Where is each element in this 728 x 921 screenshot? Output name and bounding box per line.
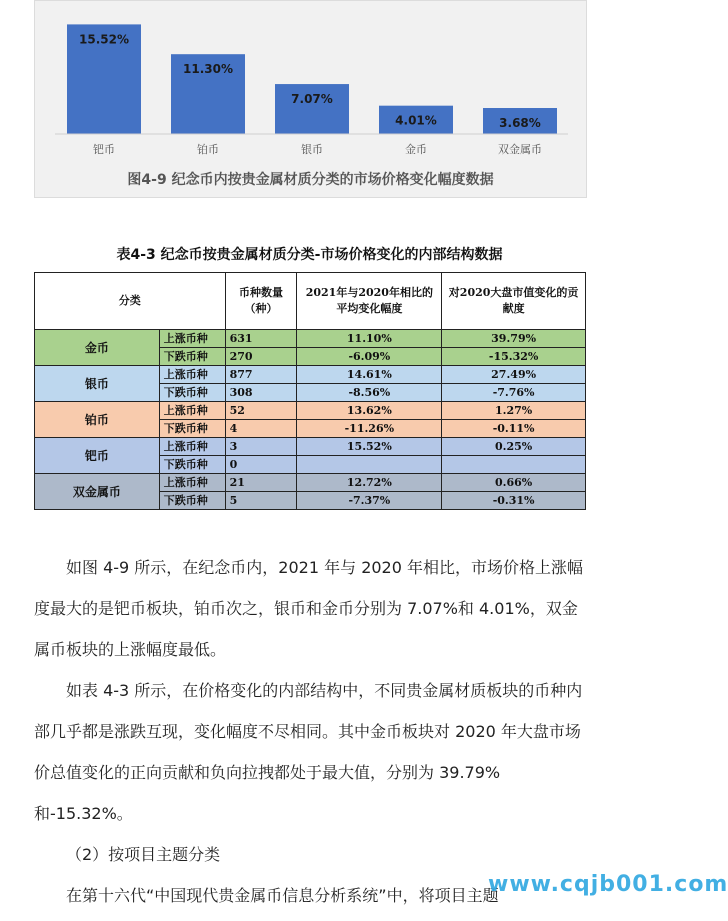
sub-cell: 上涨币种 — [159, 402, 225, 420]
contrib-cell: -0.31% — [442, 492, 586, 510]
table-row — [35, 366, 586, 384]
avg-cell: 11.10% — [297, 330, 442, 348]
contrib-cell: 0.25% — [442, 438, 586, 456]
category-cell: 银币 — [35, 366, 160, 402]
category-tick-label: 金币 — [405, 143, 427, 156]
bar-value-label: 7.07% — [291, 92, 333, 107]
category-cell: 金币 — [35, 330, 160, 366]
table-row — [35, 330, 586, 348]
paragraph-2: 如表 4-3 所示，在价格变化的内部结构中，不同贵金属材质板块的币种内部几乎都是涨跌互现，变化幅度不尽相同。其中金币板块对 2020 年大盘市场价总值变化的正向贡献和负向拉拽都处于最大值，分别为 39.79%和-15.32%。 — [34, 681, 583, 823]
contrib-cell: -15.32% — [442, 348, 586, 366]
table-row — [35, 438, 586, 456]
avg-cell: 15.52% — [297, 438, 442, 456]
count-cell: 308 — [225, 384, 297, 402]
bar-value-label: 15.52% — [79, 32, 129, 47]
category-cell: 钯币 — [35, 438, 160, 474]
sub-cell: 上涨币种 — [159, 366, 225, 384]
bar-chart — [35, 1, 588, 171]
bar-chart-figure — [34, 0, 587, 198]
sub-cell: 下跌币种 — [159, 492, 225, 510]
category-tick-label: 双金属币 — [498, 143, 542, 156]
avg-cell — [297, 456, 442, 474]
count-cell: 52 — [225, 402, 297, 420]
count-cell: 0 — [225, 456, 297, 474]
watermark-logo: www.cqjb001.com — [488, 872, 728, 897]
table-title: 表4-3 纪念币按贵金属材质分类-市场价格变化的内部结构数据 — [116, 247, 503, 263]
avg-cell: -7.37% — [297, 492, 442, 510]
count-cell: 21 — [225, 474, 297, 492]
table-row — [35, 402, 586, 420]
count-cell: 877 — [225, 366, 297, 384]
paragraph-1: 如图 4-9 所示，在纪念币内，2021 年与 2020 年相比，市场价格上涨幅度最大的是钯币板块，铂币次之，银币和金币分别为 7.07%和 4.01%，双金属币板块的上涨幅度最低。 — [34, 558, 584, 659]
category-tick-label: 银币 — [301, 143, 323, 156]
paragraph-3: 在第十六代“中国现代贵金属币信息分析系统”中，将项目主题 — [66, 886, 499, 905]
category-tick-label: 铂币 — [197, 143, 219, 156]
contrib-cell: 1.27% — [442, 402, 586, 420]
avg-cell: 12.72% — [297, 474, 442, 492]
contrib-cell: 0.66% — [442, 474, 586, 492]
count-cell: 631 — [225, 330, 297, 348]
sub-cell: 下跌币种 — [159, 420, 225, 438]
sub-cell: 下跌币种 — [159, 456, 225, 474]
category-cell: 双金属币 — [35, 474, 160, 510]
data-table — [34, 272, 586, 510]
section-heading: （2）按项目主题分类 — [66, 845, 221, 864]
bar-value-label: 3.68% — [499, 116, 541, 131]
header-contrib: 对2020大盘市值变化的贡献度 — [442, 273, 586, 330]
sub-cell: 上涨币种 — [159, 474, 225, 492]
avg-cell: 13.62% — [297, 402, 442, 420]
figure-caption: 图4-9 纪念币内按贵金属材质分类的市场价格变化幅度数据 — [127, 172, 494, 188]
sub-cell: 上涨币种 — [159, 438, 225, 456]
contrib-cell: 39.79% — [442, 330, 586, 348]
avg-cell: 14.61% — [297, 366, 442, 384]
contrib-cell: -0.11% — [442, 420, 586, 438]
bar-value-label: 4.01% — [395, 113, 437, 128]
avg-cell: -8.56% — [297, 384, 442, 402]
avg-cell: -11.26% — [297, 420, 442, 438]
count-cell: 5 — [225, 492, 297, 510]
contrib-cell: -7.76% — [442, 384, 586, 402]
count-cell: 3 — [225, 438, 297, 456]
category-tick-label: 钯币 — [93, 143, 115, 156]
header-category: 分类 — [35, 273, 226, 330]
category-cell: 铂币 — [35, 402, 160, 438]
sub-cell: 下跌币种 — [159, 348, 225, 366]
table-row — [35, 474, 586, 492]
table-header-row — [35, 273, 586, 330]
header-avg: 2021年与2020年相比的平均变化幅度 — [297, 273, 442, 330]
contrib-cell: 27.49% — [442, 366, 586, 384]
count-cell: 270 — [225, 348, 297, 366]
count-cell: 4 — [225, 420, 297, 438]
header-count: 币种数量（种） — [225, 273, 297, 330]
sub-cell: 下跌币种 — [159, 384, 225, 402]
avg-cell: -6.09% — [297, 348, 442, 366]
contrib-cell — [442, 456, 586, 474]
sub-cell: 上涨币种 — [159, 330, 225, 348]
bar-value-label: 11.30% — [183, 62, 233, 77]
